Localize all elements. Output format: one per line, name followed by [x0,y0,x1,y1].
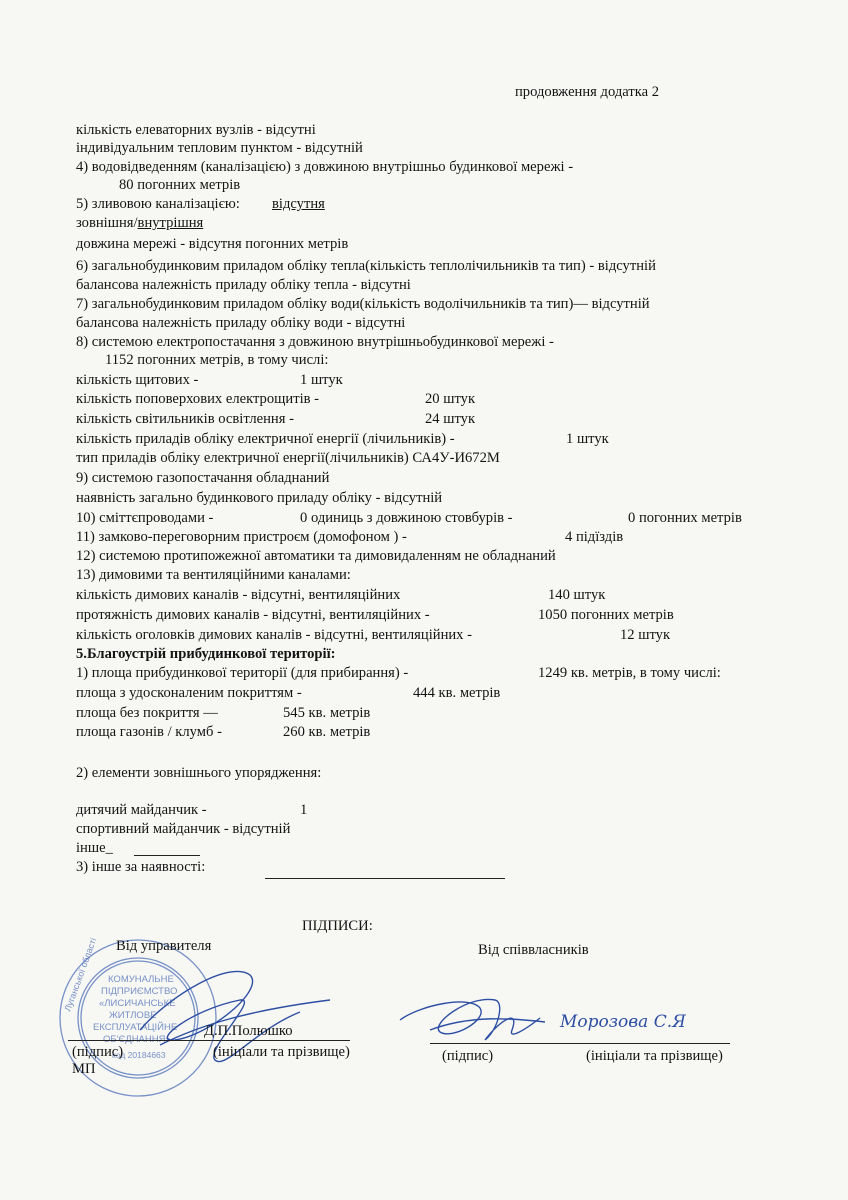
co-owner-signature-line [430,1043,730,1044]
seal-place-label: МП [72,1061,96,1077]
smoke-channels-value: 140 штук [548,587,606,603]
line-elevator-nodes: кількість елеваторних вузлів - відсутні [76,122,316,138]
lamps-label: кількість світильників освітлення - [76,411,294,427]
garbage-chutes-count: 0 одиниць з довжиною стовбурів - [300,510,513,526]
electric-meters-value: 1 штук [566,431,609,447]
line-electric-length: 1152 погонних метрів, в тому числі: [105,352,329,368]
electric-meter-type: тип приладів обліку електричної енергії(лічильників) СА4У-И672М [76,450,500,466]
line-gas-supply: 9) системою газопостачання обладнаний [76,470,330,486]
playground-value: 1 [300,802,308,818]
lawn-area-value: 260 кв. метрів [283,724,371,740]
co-owners-heading: Від співвласників [478,942,589,958]
internal-label: внутрішня [137,215,204,231]
intercom-value: 4 підїздів [565,529,624,545]
switchboards-value: 1 штук [300,372,343,388]
sports-ground-line: спортивний майданчик - відсутній [76,821,291,837]
paved-area-value: 444 кв. метрів [413,685,501,701]
external-label: зовнішня/ [76,215,138,231]
section-landscaping-title: 5.Благоустрій прибудинкової території: [76,646,336,662]
line-storm-drain-value: відсутня [272,196,325,212]
line-sewerage: 4) водовідведенням (каналізацією) з довжиною внутрішньо будинкової мережі - [76,159,574,175]
garbage-chutes-label: 10) сміттєпроводами - [76,510,214,526]
stamp-text [62,936,177,1060]
line-network-length: довжина мережі - відсутня погонних метрів [76,236,349,252]
manager-signature-line [68,1040,350,1041]
line-storm-drain-label: 5) зливовою каналізацією: [76,196,240,212]
channel-heads-value: 12 штук [620,627,671,643]
svg-text:ПІДПРИЄМСТВО: ПІДПРИЄМСТВО [101,986,178,997]
floor-panels-label: кількість поповерхових електрощитів - [76,391,320,407]
signatures-title: ПІДПИСИ: [302,918,373,934]
unpaved-area-label: площа без покриття — [76,705,218,721]
external-elements-title: 2) елементи зовнішнього упорядження: [76,765,322,781]
line-heat-point: індивідуальним тепловим пунктом - відсутній [76,140,363,156]
switchboards-label: кількість щитових - [76,372,199,388]
manager-signature-caption: (підпис) [72,1044,124,1060]
other-underline [134,855,200,856]
other-line: інше_ [76,840,113,856]
svg-text:ОБ'ЄДНАННЯ»: ОБ'ЄДНАННЯ» [103,1034,171,1045]
channels-length-label: протяжність димових каналів - відсутні, вентиляційних - [76,607,430,623]
manager-heading: Від управителя [116,938,212,954]
paved-area-label: площа з удосконаленим покриттям - [76,685,302,701]
svg-text:Луганської області: Луганської області [62,936,99,1013]
co-owner-name-caption: (ініціали та прізвище) [586,1048,723,1064]
channels-length-value: 1050 погонних метрів [538,607,674,623]
line-fire-automation: 12) системою протипожежної автоматики та димовидаленням не обладнаний [76,548,556,564]
territory-area-value: 1249 кв. метрів, в тому числі: [538,665,721,681]
lamps-value: 24 штук [425,411,476,427]
page-header: продовження додатка 2 [515,84,660,100]
svg-text:ЖИТЛОВЕ: ЖИТЛОВЕ [109,1010,157,1021]
manager-name-caption: (ініціали та прізвище) [213,1044,350,1060]
electric-meters-label: кількість приладів обліку електричної енергії (лічильників) - [76,431,455,447]
line-water-meter-ownership: балансова належність приладу обліку води - відсутні [76,315,406,331]
svg-text:«ЛИСИЧАНСЬКЕ: «ЛИСИЧАНСЬКЕ [99,998,176,1009]
line-external-internal [76,215,203,232]
smoke-channels-label: кількість димових каналів - відсутні, вентиляційних [76,587,401,603]
territory-area-label: 1) площа прибудинкової території (для прибирання) - [76,665,409,681]
line-ventilation: 13) димовими та вентиляційними каналами: [76,567,351,583]
channel-heads-label: кількість оголовків димових каналів - відсутні, вентиляційних - [76,627,472,643]
svg-text:КОМУНАЛЬНЕ: КОМУНАЛЬНЕ [108,974,174,985]
other-available-line: 3) інше за наявності: [76,859,206,875]
right-signature [400,999,545,1040]
line-gas-meter: наявність загально будинкового приладу обліку - відсутній [76,490,443,506]
co-owner-signature-caption: (підпис) [442,1048,494,1064]
line-sewerage-length: 80 погонних метрів [119,177,241,193]
svg-text:ЕКСПЛУАТАЦІЙНЕ: ЕКСПЛУАТАЦІЙНЕ [93,1022,178,1033]
svg-text:код 20184663: код 20184663 [112,1050,166,1060]
other-available-underline [265,878,505,879]
intercom-label: 11) замково-переговорним пристроєм (домофоном ) - [76,529,407,545]
unpaved-area-value: 545 кв. метрів [283,705,371,721]
line-water-meter: 7) загальнобудинковим приладом обліку води(кількість водолічильників та тип)— відсутній [76,296,650,312]
manager-name: Д.П.Полюшко [204,1023,293,1039]
floor-panels-value: 20 штук [425,391,476,407]
line-heat-meter: 6) загальнобудинковим приладом обліку тепла(кількість теплолічильників та тип) - відсутній [76,258,656,274]
garbage-chutes-length: 0 погонних метрів [628,510,742,526]
line-heat-meter-ownership: балансова належність приладу обліку тепла - відсутні [76,277,411,293]
playground-label: дитячий майданчик - [76,802,207,818]
lawn-area-label: площа газонів / клумб - [76,724,222,740]
co-owner-handwritten-name: Морозова С.Я [560,1012,686,1032]
line-electric-supply: 8) системою електропостачання з довжиною внутрішньобудинкової мережі - [76,334,554,350]
